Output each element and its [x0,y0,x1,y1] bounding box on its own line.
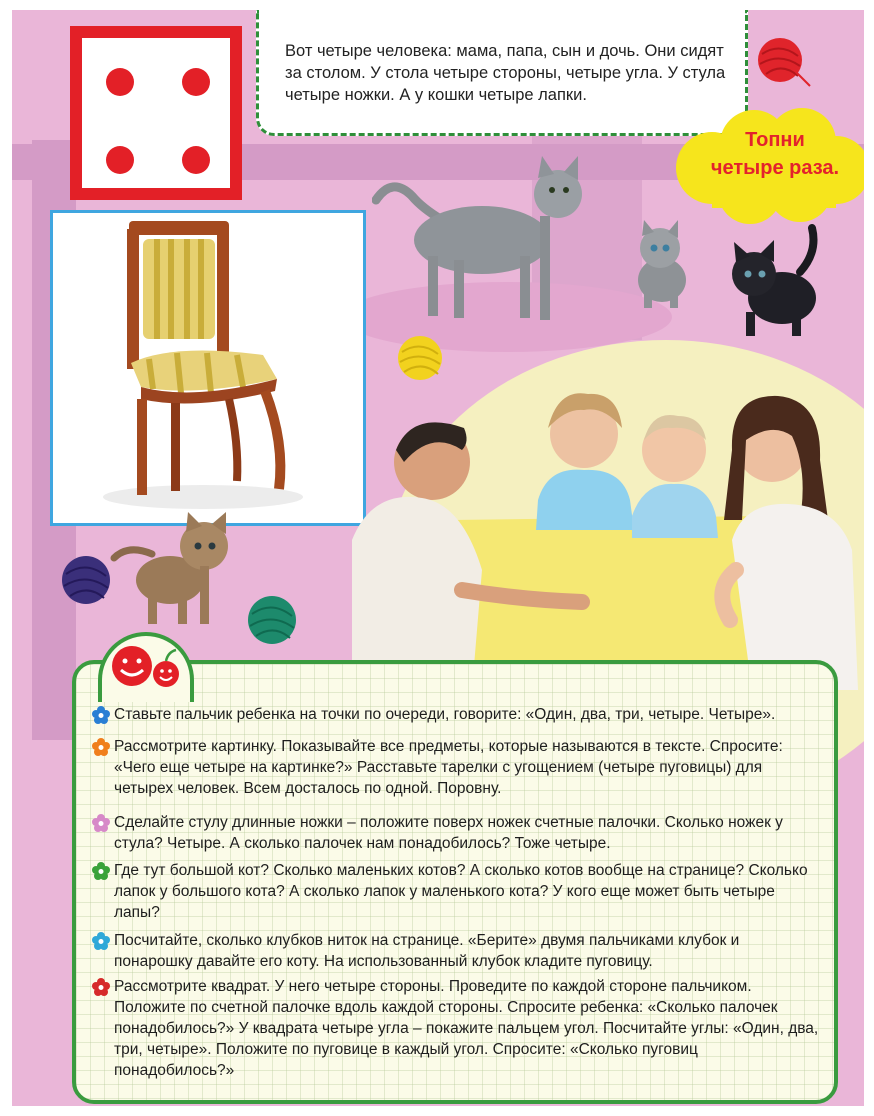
flower-bullet-icon [92,814,110,832]
dice-dot [106,146,134,174]
chair-icon [53,213,363,523]
instruction-text: Рассмотрите картинку. Показывайте все предметы, которые называются в тексте. Спросите: «Чего еще четыре на картинке?» Расставьте тарелки с угощением (четыре пуговицы) для четырех человек. Всем досталось по одной. Поровну. [114,738,783,797]
intro-text: Вот четыре человека: мама, папа, сын и дочь. Они сидят за столом. У стола четыре стороны, четыре угла. У стула четыре ножки. А у кошки четыре лапки. [285,42,726,104]
chair-picture[interactable] [50,210,366,526]
page [12,10,864,1106]
instruction-item [92,812,822,854]
dice-dot [106,68,134,96]
dice-dot [182,146,210,174]
red-yarn-ball-icon[interactable] [752,32,812,88]
instruction-text: Сделайте стулу длинные ножки – положите поверх ножек счетные палочки. Сколько ножек у стула? Четыре. А сколько палочек нам понадобилось? Тоже четыре. [114,814,783,852]
four-dots-dice-icon[interactable] [70,26,242,200]
family-at-table-icon[interactable] [352,370,864,690]
instruction-item [92,976,822,1081]
badge-line-1: Топни [745,129,805,151]
badge-line-2: четыре раза. [710,157,840,179]
purple-yarn-ball-icon[interactable] [58,552,114,608]
flower-bullet-icon [92,706,110,724]
instruction-item [92,704,822,725]
instruction-text: Посчитайте, сколько клубков ниток на странице. «Берите» двумя пальчиками клубок и понарошку давайте его коту. На использованный клубок кладите пуговицу. [114,932,740,970]
black-kitten-icon[interactable] [722,222,832,340]
flower-bullet-icon [92,932,110,950]
smiley-faces-icon [108,642,188,692]
grey-kitten-icon[interactable] [626,218,698,310]
instruction-text: Где тут большой кот? Сколько маленьких котов? А сколько котов вообще на странице? Сколько лапок у большого кота? А сколько лапок у маленького кота? У кого еще может быть четыре лапы? [114,862,808,921]
flower-bullet-icon [92,862,110,880]
instruction-text: Рассмотрите квадрат. У него четыре стороны. Проведите по каждой стороне пальчиком. Положите по счетной палочке вдоль каждой стороны. Спросите ребенка: «Сколько палочек понадобилось?» У квадрата четыре угла – покажите пальцем угол. Посчитайте углы: «Один, два, три, четыре». Положите по пуговице в каждый угол. Спросите: «Сколько пуговиц понадобилось?» [114,978,819,1079]
green-yarn-ball-icon[interactable] [244,592,300,648]
tabby-kitten-icon[interactable] [108,510,238,632]
big-grey-cat-icon[interactable] [372,156,602,336]
instruction-item [92,736,822,799]
instruction-text: Ставьте пальчик ребенка на точки по очереди, говорите: «Один, два, три, четыре. Четыре». [114,706,776,723]
badge-text [710,126,840,182]
flower-bullet-icon [92,738,110,756]
instruction-item [92,930,822,972]
dice-dot [182,68,210,96]
instruction-item [92,860,822,923]
flower-bullet-icon [92,978,110,996]
